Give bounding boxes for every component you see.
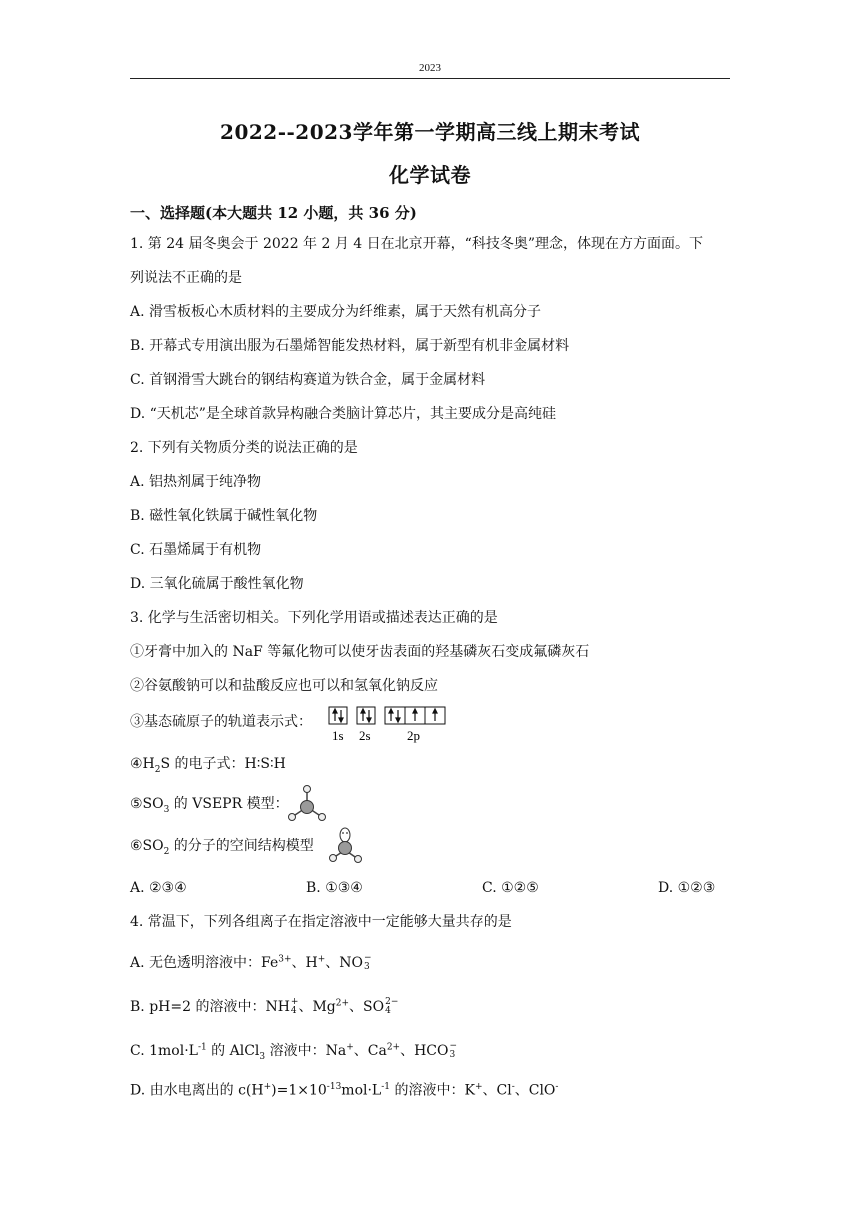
q3-option-d: D. ①②③ xyxy=(658,880,716,896)
q2-option-a: A. 铝热剂属于纯净物 xyxy=(130,474,262,490)
q3-stem: 3. 化学与生活密切相关。下列化学用语或描述表达正确的是 xyxy=(130,610,498,626)
exam-subtitle: 化学试卷 xyxy=(389,163,471,187)
q2-stem: 2. 下列有关物质分类的说法正确的是 xyxy=(130,440,358,456)
header-rule xyxy=(130,78,730,79)
q3-statement-5: $⑤SO_3$ 的 VSEPR 模型： xyxy=(130,796,289,815)
q2-option-b: B. 磁性氧化铁属于碱性氧化物 xyxy=(130,508,318,524)
q4-stem: 4. 常温下，下列各组离子在指定溶液中一定能够大量共存的是 xyxy=(130,914,512,930)
q4-option-a: A. 无色透明溶液中：$Fe^{3+}$、H+、NO − 3 xyxy=(130,953,372,972)
q3-statement-1: ①牙膏中加入的 NaF 等氟化物可以使牙齿表面的羟基磷灰石变成氟磷灰石 xyxy=(130,644,590,660)
q1-option-b: B. 开幕式专用演出服为石墨烯智能发热材料，属于新型有机非金属材料 xyxy=(130,338,570,354)
q4-option-d: D. 由水电离出的 $c(H^+)=1\times 10^{-13}mol\cdot L^{-1}$ 的溶液中：K+、Cl-、ClO- xyxy=(130,1082,559,1099)
so2-structure-model-icon xyxy=(326,826,366,866)
q2-option-d: D. 三氧化硫属于酸性氧化物 xyxy=(130,576,304,592)
q3-option-b: B. ①③④ xyxy=(306,880,363,896)
orbital-label-2s: 2s xyxy=(359,728,371,743)
q4-option-b: B. pH=2 的溶液中：NH + 4 、$Mg^{2+}$、SO 2− 4 xyxy=(130,997,399,1016)
q1-option-d: D. “天机芯”是全球首款异构融合类脑计算芯片，其主要成分是高纯硅 xyxy=(130,406,556,422)
q1-stem-line2: 列说法不正确的是 xyxy=(130,270,242,286)
orbital-label-1s: 1s xyxy=(332,728,344,743)
q1-stem-line1: 1. 第 24 届冬奥会于 2022 年 2 月 4 日在北京开幕，“科技冬奥”理念，体现在方方面面。下 xyxy=(130,236,703,252)
q3-statement-2: ②谷氨酸钠可以和盐酸反应也可以和氢氧化钠反应 xyxy=(130,678,438,694)
page-header-year: 2023 xyxy=(419,62,441,74)
q3-statement-6: $⑥SO_2$ 的分子的空间结构模型 xyxy=(130,838,314,857)
q3-statement-4: $④H_2S$ 的电子式：H∶S∶H xyxy=(130,756,286,775)
q1-option-a: A. 滑雪板板心木质材料的主要成分为纤维素，属于天然有机高分子 xyxy=(130,304,542,320)
exam-title: 2022--2023学年第一学期高三线上期末考试 xyxy=(220,120,640,144)
q1-option-c: C. 首钢滑雪大跳台的钢结构赛道为铁合金，属于金属材料 xyxy=(130,372,486,388)
q4-option-c: C. $1mol\cdot L^{-1}$ 的 AlCl$_3$ 溶液中：Na+、$Ca^{2+}$、HCO − 3 xyxy=(130,1041,458,1062)
q3-option-c: C. ①②⑤ xyxy=(482,880,539,896)
so3-vsepr-model-icon xyxy=(284,784,330,824)
q2-option-c: C. 石墨烯属于有机物 xyxy=(130,542,262,558)
section-heading: 一、选择题(本大题共 12 小题，共 36 分) xyxy=(130,204,417,222)
orbital-label-2p: 2p xyxy=(407,728,420,743)
q3-option-a: A. ②③④ xyxy=(130,880,187,896)
orbital-diagram xyxy=(327,706,452,746)
q3-statement-3: ③基态硫原子的轨道表示式： xyxy=(130,714,312,730)
